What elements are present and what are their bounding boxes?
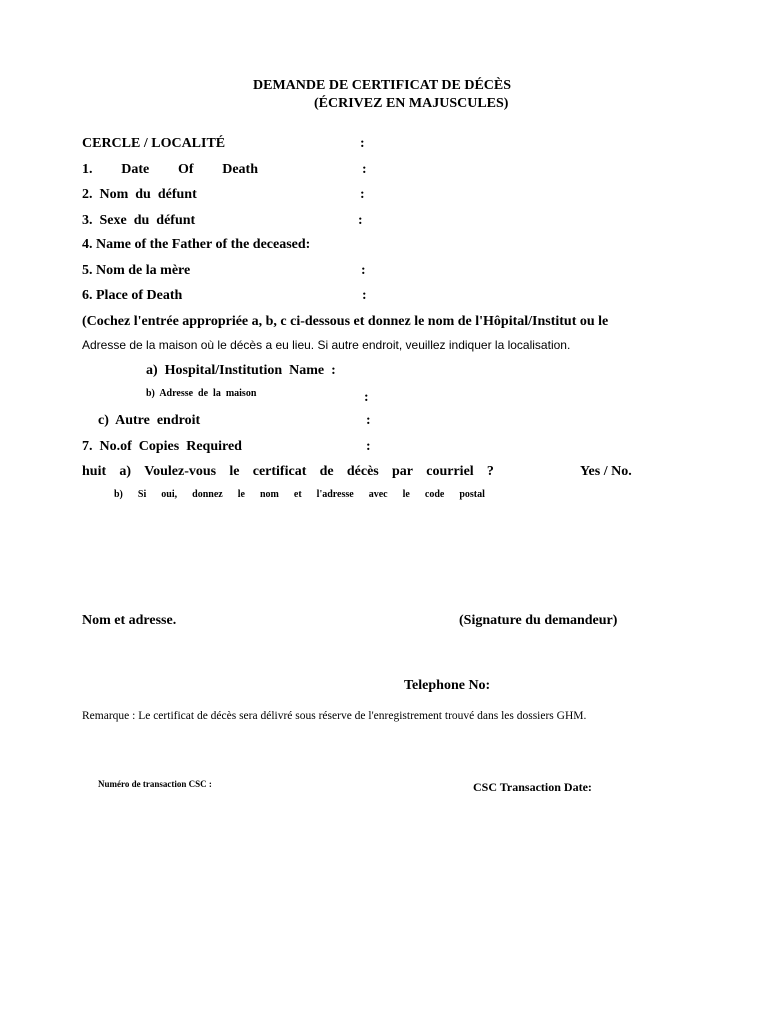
courier-sub-word: Si [137,489,147,500]
field-autre-colon: : [366,413,371,428]
field-cercle-colon: : [360,136,365,151]
courier-sub-word: et [293,489,302,500]
courier-sub [114,489,485,500]
signature-label: (Signature du demandeur) [459,613,618,628]
field-adresse-colon: : [364,390,369,405]
courier-sub-word: donnez [192,489,223,500]
field-autre-label: c) Autre endroit [98,413,201,428]
field-nom-defunt-colon: : [360,187,365,202]
field-copies-label: 7. No.of Copies Required [82,439,242,454]
courier-word: Voulez-vous [144,464,217,479]
field-sexe-defunt-colon: : [358,213,363,228]
field-nom-defunt-label: 2. Nom du défunt [82,187,197,202]
courier-word: certificat [252,464,307,479]
courier-sub-word: code [424,489,445,500]
field-place-colon: : [362,288,367,303]
courier-word: de [319,464,334,479]
courier-sub-word: b) [114,489,123,500]
courier-word: par [392,464,413,479]
transaction-number-label: Numéro de transaction CSC : [98,779,212,789]
nom-adresse-label: Nom et adresse. [82,613,177,628]
transaction-date-label: CSC Transaction Date: [473,780,592,794]
field-date-of-death-w2: Of [177,162,194,177]
field-cercle-label: CERCLE / LOCALITÉ [82,136,226,151]
courier-sub-word: postal [459,489,485,500]
field-place-label: 6. Place of Death [82,288,183,303]
field-date-of-death-colon: : [362,162,367,177]
field-father-label: 4. Name of the Father of the deceased: [82,237,311,252]
field-adresse-label: b) Adresse de la maison [146,388,257,399]
field-copies-colon: : [366,439,371,454]
field-date-of-death-w1: Date [121,162,150,177]
courier-word: ? [486,464,494,479]
field-sexe-defunt-label: 3. Sexe du défunt [82,213,196,228]
courier-sub-word: avec [368,489,388,500]
courier-word: le [229,464,240,479]
page-subtitle: (ÉCRIVEZ EN MAJUSCULES) [314,96,509,111]
field-date-of-death-label [82,162,258,178]
courier-sub-word: le [402,489,410,500]
field-mere-label: 5. Nom de la mère [82,263,191,278]
courier-sub-word: l'adresse [316,489,354,500]
courier-sub-word: le [237,489,245,500]
instructions-plain: Adresse de la maison où le décès a eu lieu. Si autre endroit, veuillez indiquer la localisation. [82,338,571,352]
courier-word: courriel [426,464,474,479]
courier-sub-word: oui, [161,489,178,500]
instructions-bold: (Cochez l'entrée appropriée a, b, c ci-dessous et donnez le nom de l'Hôpital/Institut ou le [82,314,609,329]
courier-yes-no: Yes / No. [580,464,632,479]
field-date-of-death-num: 1. [82,162,93,177]
field-mere-colon: : [361,263,366,278]
field-hospital-label: a) Hospital/Institution Name : [146,363,336,378]
telephone-label: Telephone No: [404,678,491,693]
courier-word: décès [346,464,379,479]
courier-question [82,464,494,480]
courier-word: a) [119,464,132,479]
courier-word: huit [82,464,107,479]
page-title: DEMANDE DE CERTIFICAT DE DÉCÈS [253,78,512,93]
field-date-of-death-w3: Death [222,162,258,177]
remarque-text: Remarque : Le certificat de décès sera délivré sous réserve de l'enregistrement trouvé dans les dossiers GHM. [82,710,587,722]
courier-sub-word: nom [259,489,279,500]
